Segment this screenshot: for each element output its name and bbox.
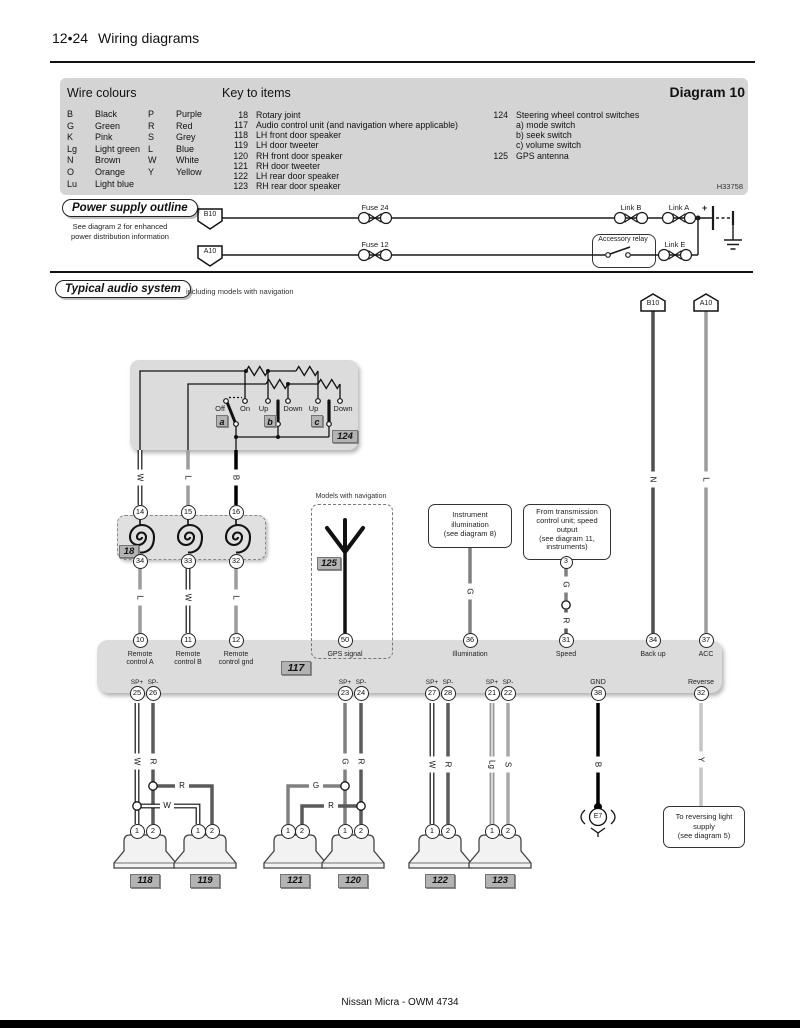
port-label-acc: ACC — [698, 651, 714, 658]
wire-label-lg: Lg — [486, 757, 499, 773]
port-label-illumination: Illumination — [452, 651, 488, 658]
component-117-badge: 117 — [281, 661, 311, 675]
wire-label-g: G — [464, 584, 477, 600]
switch-down-label: Down — [283, 404, 303, 413]
component-124-badge: 124 — [332, 430, 358, 443]
wire-label-l: L — [700, 472, 713, 488]
key-item: 117 Audio control unit (and navigation where applicable) — [233, 120, 458, 131]
wire-label-n: N — [647, 472, 660, 488]
speaker-123-pin-1: 1 — [485, 824, 500, 839]
switch-up-label: Up — [308, 404, 319, 413]
sp-minus-label: SP- — [147, 679, 159, 686]
reversing-light-box: To reversing light supply (see diagram 5) — [663, 806, 745, 848]
wire-label-r: R — [175, 780, 189, 792]
switch-c-badge: c — [311, 415, 323, 427]
sp-minus-label: SP- — [355, 679, 367, 686]
page-title: Wiring diagrams — [98, 30, 200, 46]
fuse-12-label: Fuse 12 — [361, 240, 389, 249]
pin-27: 27 — [425, 686, 440, 701]
component-18-badge: 18 — [119, 545, 139, 558]
relay-contact — [606, 253, 611, 258]
speaker-120-pin-1: 1 — [338, 824, 353, 839]
wire-colours-col2 — [148, 109, 202, 179]
wire-label-r: R — [355, 754, 368, 770]
speaker-119-pin-2: 2 — [205, 824, 220, 839]
relay-contact — [626, 253, 631, 258]
wire-colours-col1 — [67, 109, 140, 190]
battery-junction-dot — [696, 216, 701, 221]
wire-label-g: G — [560, 577, 573, 593]
wire-colour-row: Y Yellow — [148, 166, 202, 177]
page-bottom-bar — [0, 1020, 800, 1028]
key-item: a) mode switch — [516, 120, 576, 131]
pin-11: 11 — [181, 633, 196, 648]
speaker-121-badge: 121 — [280, 874, 310, 888]
wire-label-r: R — [560, 613, 573, 629]
pin-22: 22 — [501, 686, 516, 701]
pin-25: 25 — [130, 686, 145, 701]
speaker-119-badge: 119 — [190, 874, 220, 888]
speaker-122-badge: 122 — [425, 874, 455, 888]
switch-up-label: Up — [258, 404, 269, 413]
accessory-relay-label: Accessory relay — [598, 236, 648, 243]
sp-plus-label: SP+ — [130, 679, 144, 686]
switch-on-label: On — [240, 404, 251, 413]
switch-b-badge: b — [264, 415, 276, 427]
gps-antenna-symbol — [327, 520, 363, 633]
pin-32-reverse: 32 — [694, 686, 709, 701]
key-item: 122 LH rear door speaker — [233, 170, 340, 181]
sp-plus-label: SP+ — [338, 679, 352, 686]
key-item: 120 RH front door speaker — [233, 150, 343, 161]
switch-a-badge: a — [216, 415, 228, 427]
wire-colour-row: Lg Light green — [67, 143, 141, 154]
nav-box-label: Models with navigation — [315, 493, 387, 500]
link-b-label: Link B — [620, 203, 642, 212]
port-label-remote-a: Remote control A — [126, 651, 154, 667]
speaker-123-badge: 123 — [485, 874, 515, 888]
wire-label-w: W — [426, 757, 439, 773]
transmission-output-box: From transmission control unit; speed output (see diagram 11, instruments) — [523, 504, 611, 560]
component-125-badge: 125 — [317, 557, 341, 570]
speaker-122-pin-1: 1 — [425, 824, 440, 839]
wire-label-l: L — [182, 470, 195, 486]
speaker-118-pin-1: 1 — [130, 824, 145, 839]
pin-24: 24 — [354, 686, 369, 701]
port-label-backup: Back up — [640, 651, 666, 658]
pin-3: 3 — [560, 556, 573, 569]
speaker-119-pin-1: 1 — [191, 824, 206, 839]
wire-colour-row: G Green — [67, 120, 121, 131]
wire-colour-row: Lu Light blue — [67, 178, 135, 189]
earth-e7-label: E7 — [593, 813, 603, 820]
key-to-items-title: Key to items — [222, 86, 291, 100]
key-item: 121 RH door tweeter — [233, 160, 321, 171]
wire-label-y: Y — [695, 752, 708, 768]
pin-21: 21 — [485, 686, 500, 701]
fuse-24-label: Fuse 24 — [361, 203, 389, 212]
pin-33: 33 — [181, 554, 196, 569]
connector-a10-audio-label: A10 — [699, 300, 713, 307]
typical-audio-system-title: Typical audio system — [55, 280, 191, 298]
connector-b10-audio-label: B10 — [646, 300, 660, 307]
key-item: c) volume switch — [516, 140, 582, 151]
wire-label-g: G — [309, 780, 323, 792]
key-item: 125 GPS antenna — [493, 150, 569, 161]
switch-off-label: Off — [215, 404, 225, 413]
wire-colour-row: S Grey — [148, 132, 196, 143]
wire-label-w: W — [182, 590, 195, 606]
power-supply-outline-title: Power supply outline — [62, 199, 198, 217]
pin-31: 31 — [559, 633, 574, 648]
instrument-illumination-box: Instrument illumination (see diagram 8) — [428, 504, 512, 548]
connector-a10-power-label: A10 — [203, 248, 217, 255]
speaker-symbols — [114, 835, 531, 868]
diagram-number: Diagram 10 — [669, 84, 745, 100]
pin-23: 23 — [338, 686, 353, 701]
wire-label-g: G — [339, 754, 352, 770]
sp-plus-label: SP+ — [425, 679, 439, 686]
pin-10: 10 — [133, 633, 148, 648]
page-section-number: 12•24 — [52, 30, 89, 46]
key-items-left — [222, 110, 472, 191]
speaker-wiring — [137, 703, 701, 824]
pin-32-rotary: 32 — [229, 554, 244, 569]
sp-plus-label: SP+ — [485, 679, 499, 686]
pin-26: 26 — [146, 686, 161, 701]
port-label-gps: GPS signal — [327, 651, 363, 658]
connector-b10-power-label: B10 — [203, 211, 217, 218]
speaker-122-pin-2: 2 — [441, 824, 456, 839]
key-item: 119 LH door tweeter — [233, 140, 319, 151]
wire-label-r: R — [147, 754, 160, 770]
gnd-label: GND — [590, 679, 606, 686]
wire-label-s: S — [502, 757, 515, 773]
port-label-speed: Speed — [555, 651, 577, 658]
pin-37: 37 — [699, 633, 714, 648]
sp-minus-label: SP- — [442, 679, 454, 686]
pin-16: 16 — [229, 505, 244, 520]
earth-e7-symbol — [581, 803, 615, 837]
key-items-right — [478, 110, 718, 161]
wire-label-w: W — [160, 800, 174, 812]
wire-colour-row: O Orange — [67, 166, 126, 177]
speaker-121-pin-2: 2 — [295, 824, 310, 839]
speaker-123-pin-2: 2 — [501, 824, 516, 839]
pin-34-rotary: 34 — [133, 554, 148, 569]
wire-label-l: L — [134, 590, 147, 606]
link-e-label: Link E — [664, 240, 686, 249]
wire-colour-row: W White — [148, 155, 200, 166]
speaker-121-pin-1: 1 — [281, 824, 296, 839]
section-rule — [50, 271, 753, 273]
rotary-joint-spirals — [130, 520, 250, 553]
wire-label-b: B — [592, 757, 605, 773]
wire-label-w: W — [131, 754, 144, 770]
pin-15: 15 — [181, 505, 196, 520]
wire-colour-row: B Black — [67, 109, 118, 119]
wire-label-b: B — [230, 470, 243, 486]
pin-14: 14 — [133, 505, 148, 520]
battery-plus-sign: + — [702, 203, 708, 213]
pin-38: 38 — [591, 686, 606, 701]
key-item: 18 Rotary joint — [238, 110, 301, 120]
wire-label-r: R — [442, 757, 455, 773]
wire-colours-title: Wire colours — [67, 86, 137, 100]
link-a-label: Link A — [668, 203, 690, 212]
wire-colour-row: K Pink — [67, 132, 113, 143]
key-item: b) seek switch — [516, 130, 572, 141]
audio-subtitle: including models with navigation — [186, 287, 294, 296]
pin-50: 50 — [338, 633, 353, 648]
reverse-label: Reverse — [687, 679, 715, 686]
reference-code: H33758 — [716, 182, 743, 191]
pin-34-backup: 34 — [646, 633, 661, 648]
port-label-remote-b: Remote control B — [174, 651, 202, 667]
wire-colour-row: R Red — [148, 120, 193, 131]
wire-label-l: L — [230, 590, 243, 606]
pin-12: 12 — [229, 633, 244, 648]
switch-down-label: Down — [333, 404, 353, 413]
header-rule — [50, 61, 755, 63]
sp-minus-label: SP- — [502, 679, 514, 686]
port-label-remote-gnd: Remote control gnd — [218, 651, 254, 667]
pin-28: 28 — [441, 686, 456, 701]
pin-36: 36 — [463, 633, 478, 648]
wire-label-r: R — [324, 800, 338, 812]
inline-connector-speed — [562, 601, 570, 609]
wire-label-w: W — [134, 470, 147, 486]
speaker-120-badge: 120 — [338, 874, 368, 888]
speaker-118-badge: 118 — [130, 874, 160, 888]
wire-colour-row: P Purple — [148, 109, 203, 119]
page-footer: Nissan Micra - OWM 4734 — [341, 997, 459, 1008]
speaker-120-pin-2: 2 — [354, 824, 369, 839]
speaker-118-pin-2: 2 — [146, 824, 161, 839]
key-item: 124 Steering wheel control switches — [493, 110, 640, 120]
wire-colour-row: L Blue — [148, 143, 195, 154]
key-item: 123 RH rear door speaker — [233, 180, 341, 191]
key-item: 118 LH front door speaker — [233, 130, 342, 141]
wire-colour-row: N Brown — [67, 155, 121, 166]
power-supply-note: See diagram 2 for enhanced power distribution information — [71, 222, 169, 242]
